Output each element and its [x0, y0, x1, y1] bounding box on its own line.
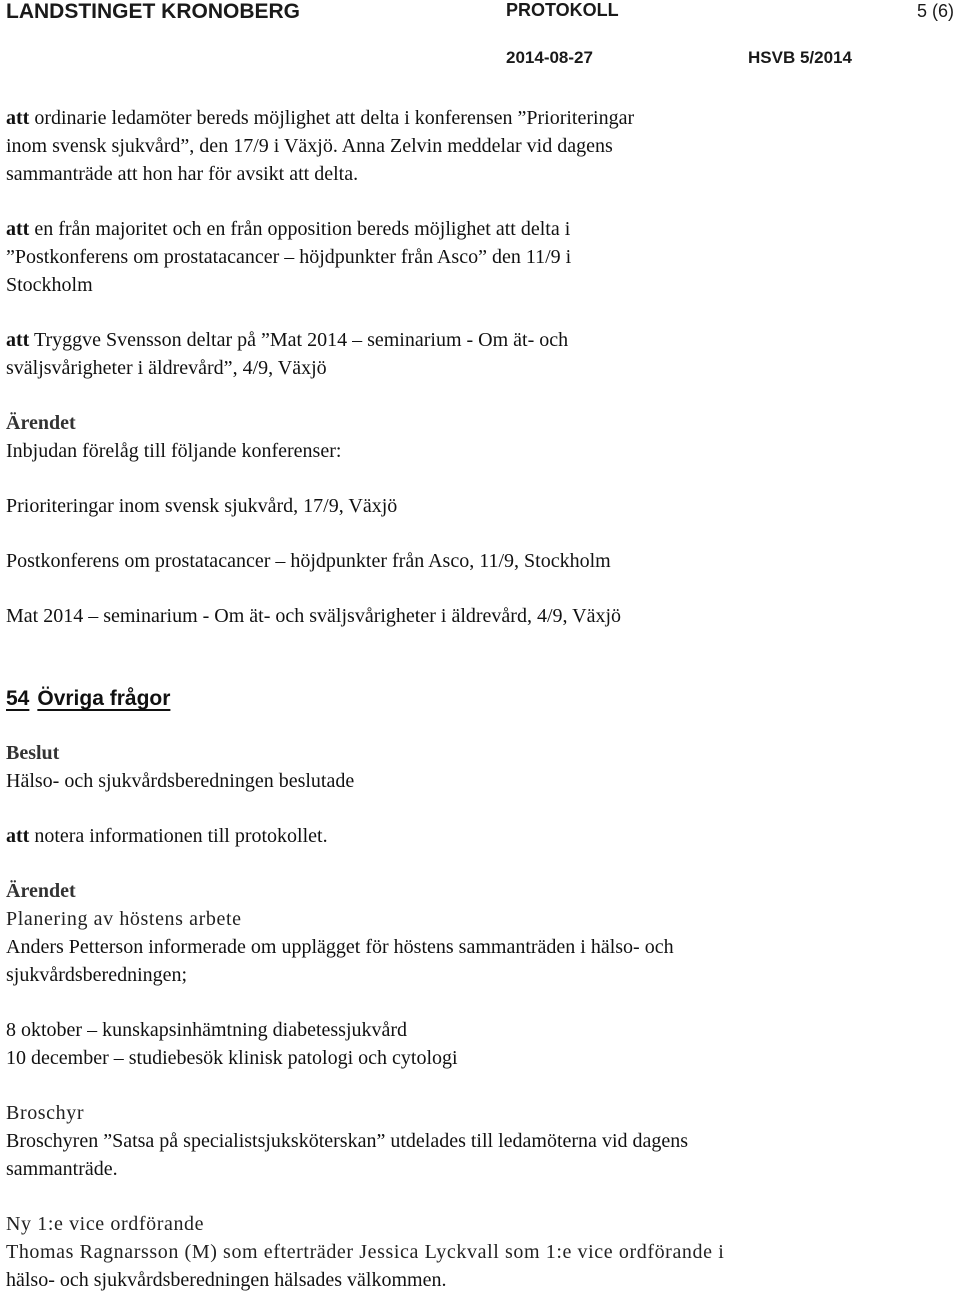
- document-date: 2014-08-27: [506, 48, 593, 67]
- topic-text: Thomas Ragnarsson (M) som efterträder Jessica Lyckvall som 1:e vice ordförande i: [6, 1241, 725, 1263]
- decision-paragraph-2: att en från majoritet och en från opposition bereds möjlighet att delta i: [6, 218, 571, 240]
- beslut-text: Hälso- och sjukvårdsberedningen beslutade: [6, 770, 355, 792]
- topic-text: hälso- och sjukvårdsberedningen hälsades välkommen.: [6, 1269, 447, 1291]
- topic-heading: Planering av höstens arbete: [6, 908, 242, 930]
- meeting-date-item: 8 oktober – kunskapsinhämtning diabetessjukvård: [6, 1019, 408, 1041]
- att-keyword: att: [6, 825, 30, 847]
- conference-item: Mat 2014 – seminarium - Om ät- och sväljsvårigheter i äldrevård, 4/9, Växjö: [6, 605, 622, 627]
- organization-name: LANDSTINGET KRONOBERG: [6, 0, 300, 23]
- section-number: 54: [6, 687, 30, 710]
- section-title: Övriga frågor: [37, 687, 171, 710]
- topic-text: sjukvårdsberedningen;: [6, 964, 188, 986]
- topic-heading: Ny 1:e vice ordförande: [6, 1213, 205, 1235]
- topic-heading: Broschyr: [6, 1102, 85, 1124]
- decision-paragraph-2-line-3: Stockholm: [6, 274, 93, 296]
- conference-item: Postkonferens om prostatacancer – höjdpunkter från Asco, 11/9, Stockholm: [6, 550, 611, 572]
- att-keyword: att: [6, 218, 30, 240]
- decision-paragraph-3: att Tryggve Svensson deltar på ”Mat 2014 – seminarium - Om ät- och: [6, 329, 569, 351]
- arendet-label: Ärendet: [6, 880, 76, 902]
- arendet-intro: Inbjudan förelåg till följande konferenser:: [6, 440, 342, 462]
- decision-paragraph-3-line-2: sväljsvårigheter i äldrevård”, 4/9, Växjö: [6, 357, 327, 379]
- document-reference: HSVB 5/2014: [748, 48, 852, 67]
- decision-paragraph-1-line-3: sammanträde att hon har för avsikt att delta.: [6, 163, 359, 185]
- topic-text: Broschyren ”Satsa på specialistsjuksköterskan” utdelades till ledamöterna vid dagens: [6, 1130, 689, 1152]
- beslut-label: Beslut: [6, 742, 60, 764]
- topic-text: Anders Petterson informerade om upplägget för höstens sammanträden i hälso- och: [6, 936, 674, 958]
- document-body: [6, 104, 946, 1294]
- page-number: 5 (6): [916, 1, 954, 21]
- att-keyword: att: [6, 329, 30, 351]
- decision-paragraph-1-line-2: inom svensk sjukvård”, den 17/9 i Växjö. Anna Zelvin meddelar vid dagens: [6, 135, 613, 157]
- document-type: PROTOKOLL: [506, 0, 619, 20]
- meeting-date-item: 10 december – studiebesök klinisk patologi och cytologi: [6, 1047, 458, 1069]
- section-heading: [6, 684, 946, 714]
- topic-text: sammanträde.: [6, 1158, 118, 1180]
- conference-item: Prioriteringar inom svensk sjukvård, 17/9, Växjö: [6, 495, 398, 517]
- arendet-label: Ärendet: [6, 412, 76, 434]
- decision-paragraph-1: att ordinarie ledamöter bereds möjlighet att delta i konferensen ”Prioriteringar: [6, 107, 635, 129]
- att-keyword: att: [6, 107, 30, 129]
- page-header: [0, 0, 960, 80]
- decision-paragraph-2-line-2: ”Postkonferens om prostatacancer – höjdpunkter från Asco” den 11/9 i: [6, 246, 572, 268]
- beslut-att-line: att notera informationen till protokollet.: [6, 825, 328, 847]
